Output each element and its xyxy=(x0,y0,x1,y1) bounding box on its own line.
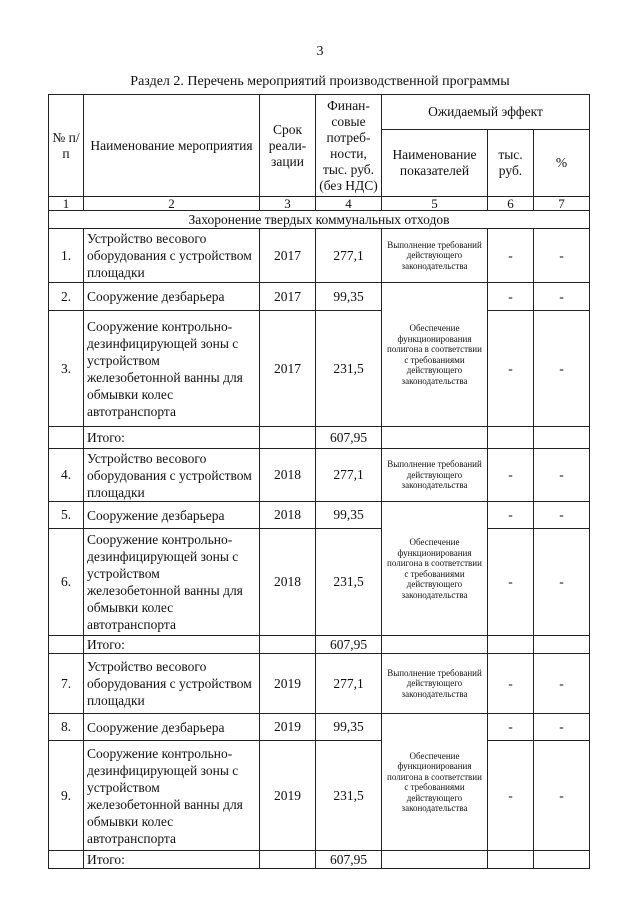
row-rub: - xyxy=(488,529,534,636)
header-row-1 xyxy=(49,95,590,130)
row-cost: 99,35 xyxy=(316,502,382,529)
header-cost: Финан- совые потреб- ности, тыс. руб. (без НДС) xyxy=(316,95,382,197)
row-name: Устройство весового оборудования с устройством площадки xyxy=(84,229,260,283)
row-year: 2019 xyxy=(260,714,316,741)
row-year: 2019 xyxy=(260,654,316,714)
program-table xyxy=(48,94,590,869)
row-rub: - xyxy=(488,502,534,529)
row-year: 2017 xyxy=(260,229,316,283)
table-row xyxy=(49,714,590,741)
row-number: 4. xyxy=(49,449,84,502)
column-number: 1 xyxy=(49,197,84,211)
row-rub: - xyxy=(488,449,534,502)
total-value: 607,95 xyxy=(316,636,382,654)
group-title: Захоронение твердых коммунальных отходов xyxy=(49,211,590,229)
total-row xyxy=(49,427,590,449)
row-year: 2017 xyxy=(260,311,316,427)
row-name: Сооружение контрольно-дезинфицирующей зоны с устройством железобетонной ванны для обмывки колес автотранспорта xyxy=(84,529,260,636)
page-number: 3 xyxy=(316,44,324,59)
row-year: 2018 xyxy=(260,529,316,636)
row-pct: - xyxy=(534,283,590,311)
header-effect: Ожидаемый эффект xyxy=(382,95,590,130)
row-pct: - xyxy=(534,449,590,502)
table-row xyxy=(49,502,590,529)
header-rub: тыс. руб. xyxy=(488,130,534,197)
table-row xyxy=(49,529,590,636)
row-pct: - xyxy=(534,741,590,851)
row-effect: Обеспечение функционирования полигона в соответствии с требованиями действующего законодательства xyxy=(382,502,488,636)
row-year: 2018 xyxy=(260,502,316,529)
total-label: Итого: xyxy=(84,851,260,869)
table-row xyxy=(49,311,590,427)
row-cost: 99,35 xyxy=(316,714,382,741)
header-name: Наименование мероприятия xyxy=(84,95,260,197)
table-row xyxy=(49,449,590,502)
row-pct: - xyxy=(534,529,590,636)
total-value: 607,95 xyxy=(316,427,382,449)
row-number: 5. xyxy=(49,502,84,529)
row-name: Устройство весового оборудования с устройством площадки xyxy=(84,449,260,502)
total-value: 607,95 xyxy=(316,851,382,869)
column-number-row xyxy=(49,197,590,211)
row-name: Сооружение дезбарьера xyxy=(84,502,260,529)
row-rub: - xyxy=(488,741,534,851)
column-number: 6 xyxy=(488,197,534,211)
header-indicator: Наименование показателей xyxy=(382,130,488,197)
row-cost: 277,1 xyxy=(316,654,382,714)
table-row xyxy=(49,229,590,283)
row-effect: Выполнение требований действующего законодательства xyxy=(382,229,488,283)
row-cost: 231,5 xyxy=(316,529,382,636)
row-year: 2017 xyxy=(260,283,316,311)
row-name: Сооружение дезбарьера xyxy=(84,283,260,311)
row-pct: - xyxy=(534,229,590,283)
column-number: 3 xyxy=(260,197,316,211)
row-rub: - xyxy=(488,654,534,714)
row-number: 7. xyxy=(49,654,84,714)
group-row xyxy=(49,211,590,229)
row-rub: - xyxy=(488,311,534,427)
total-label: Итого: xyxy=(84,427,260,449)
row-number: 3. xyxy=(49,311,84,427)
row-rub: - xyxy=(488,283,534,311)
table-row xyxy=(49,283,590,311)
row-cost: 231,5 xyxy=(316,311,382,427)
row-number: 8. xyxy=(49,714,84,741)
header-term: Срок реали- зации xyxy=(260,95,316,197)
row-name: Устройство весового оборудования с устройством площадки xyxy=(84,654,260,714)
row-cost: 231,5 xyxy=(316,741,382,851)
column-number: 2 xyxy=(84,197,260,211)
table-row xyxy=(49,741,590,851)
row-number: 6. xyxy=(49,529,84,636)
row-pct: - xyxy=(534,311,590,427)
section-title: Раздел 2. Перечень мероприятий производственной программы xyxy=(130,74,510,89)
row-effect: Обеспечение функционирования полигона в соответствии с требованиями действующего законодательства xyxy=(382,714,488,851)
column-number: 4 xyxy=(316,197,382,211)
column-number: 5 xyxy=(382,197,488,211)
row-effect: Выполнение требований действующего законодательства xyxy=(382,449,488,502)
row-name: Сооружение контрольно-дезинфицирующей зоны с устройством железобетонной ванны для обмывки колес автотранспорта xyxy=(84,741,260,851)
row-number: 9. xyxy=(49,741,84,851)
header-pct: % xyxy=(534,130,590,197)
row-year: 2019 xyxy=(260,741,316,851)
row-effect: Выполнение требований действующего законодательства xyxy=(382,654,488,714)
row-cost: 277,1 xyxy=(316,449,382,502)
row-cost: 99,35 xyxy=(316,283,382,311)
row-name: Сооружение дезбарьера xyxy=(84,714,260,741)
total-row xyxy=(49,851,590,869)
row-effect: Обеспечение функционирования полигона в соответствии с требованиями действующего законодательства xyxy=(382,283,488,427)
total-label: Итого: xyxy=(84,636,260,654)
row-name: Сооружение контрольно-дезинфицирующей зоны с устройством железобетонной ванны для обмывки колес автотранспорта xyxy=(84,311,260,427)
row-cost: 277,1 xyxy=(316,229,382,283)
total-row xyxy=(49,636,590,654)
header-num: № п/п xyxy=(49,95,84,197)
column-number: 7 xyxy=(534,197,590,211)
row-year: 2018 xyxy=(260,449,316,502)
row-pct: - xyxy=(534,714,590,741)
row-number: 1. xyxy=(49,229,84,283)
row-pct: - xyxy=(534,502,590,529)
row-pct: - xyxy=(534,654,590,714)
row-rub: - xyxy=(488,714,534,741)
table-row xyxy=(49,654,590,714)
row-rub: - xyxy=(488,229,534,283)
row-number: 2. xyxy=(49,283,84,311)
